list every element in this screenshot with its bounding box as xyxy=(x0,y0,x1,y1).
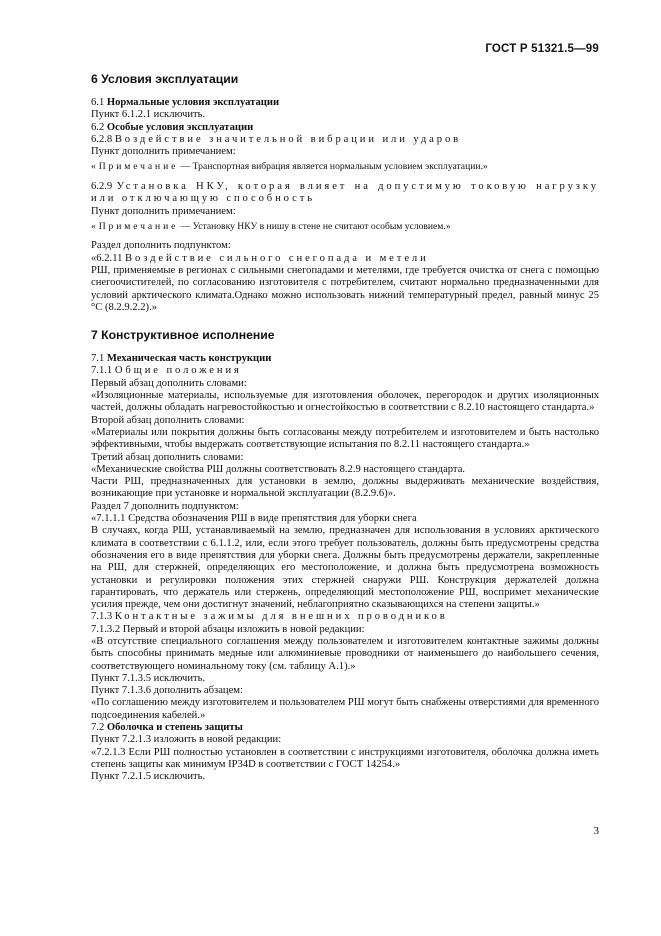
clause-6-2-8: 6.2.8 Воздействие значительной вибрации или ударов xyxy=(91,133,462,145)
second-paragraph-instruction: Второй абзац дополнить словами: xyxy=(91,414,245,426)
clause-6-1-2-1: Пункт 6.1.2.1 исключить. xyxy=(91,109,206,121)
clause-7-1-3-6-text: «По соглашению между изготовителем и пользователем РШ могут быть снабжены отверстиями для временного подсоединения кабелей.» xyxy=(91,697,599,721)
clause-7-1: 7.1 Механическая часть конструкции xyxy=(91,353,272,365)
page-number: 3 xyxy=(593,825,599,837)
clause-6-2: 6.2 Особые условия эксплуатации xyxy=(91,121,254,133)
clause-7-2-1-3-instruction: Пункт 7.2.1.3 изложить в новой редакции: xyxy=(91,734,282,746)
clause-7-1-3-2-text: «В отсутствие специального соглашения между пользователем и изготовителем контактные зажимы должны быть способны принимать медные или алюминиевые проводники от наименьшего до наибольшего сечения, соответствующего номинальному току (см. таблицу А.1).» xyxy=(91,635,599,672)
first-paragraph-instruction: Первый абзац дополнить словами: xyxy=(91,377,247,389)
add-note-instruction-1: Пункт дополнить примечанием: xyxy=(91,146,236,158)
note-1: «Примечание — Транспортная вибрация является нормальным условием эксплуатации.» xyxy=(91,161,488,173)
clause-7-1-3-5: Пункт 7.1.3.5 исключить. xyxy=(91,672,206,684)
section-7-heading: 7 Конструктивное исполнение xyxy=(91,328,275,343)
third-paragraph-text-2: Части РШ, предназначенных для установки в землю, должны выдерживать механические воздействия, возникающие при установке и нормальной эксплуатации (8.2.9.6)». xyxy=(91,476,599,500)
clause-7-2-1-3-text: «7.2.1.3 Если РШ полностью установлен в соответствии с инструкциями изготовителя, оболочка должна иметь степень защиты как минимум IP34D в соответствии с ГОСТ 14254.» xyxy=(91,746,599,770)
clause-7-2-1-5: Пункт 7.2.1.5 исключить. xyxy=(91,771,206,783)
add-note-instruction-2: Пункт дополнить примечанием: xyxy=(91,205,236,217)
clause-6-2-9: 6.2.9 Установка НКУ, которая влияет на допустимую токовую нагрузку или отключающую способность xyxy=(91,180,599,205)
clause-7-1-1-1-text: В случаях, когда РШ, устанавливаемый на землю, предназначен для использования в условиях арктического климата в соответствии с 6.1.1.2, или, если этого требует пользователь, должны быть предусмотрены средства обозначения его в виде препятствия для уборки снега. Должны быть предусмотрены держатели, закрепленные на РШ, для стержней, определяющих его местоположение, и должна быть предусмотрена возможность установки и регулировки положения этих стержней снаружи РШ. Конструкция держателей должна гарантировать, что держатель или стержень, определяющий местоположение РШ, воспримет механические усилия прежде, чем они достигнут значений, неблагоприятно сказывающихся на степени защиты.» xyxy=(91,525,599,611)
clause-6-2-11-text: РШ, применяемые в регионах с сильными снегопадами и метелями, где требуется очистка от снега с помощью снегоочистителей, по согласованию изготовителя с потребителем, считают нормально предназначенными для условий арктического климата.Однако можно использовать нижний температурный предел, равный минус 25 °С (8.2.9.2.2).» xyxy=(91,264,599,313)
clause-7-1-3-6: Пункт 7.1.3.6 дополнить абзацем: xyxy=(91,685,243,697)
note-2: «Примечание — Установку НКУ в нишу в стене не считают особым условием.» xyxy=(91,220,451,232)
clause-7-1-1-1: «7.1.1.1 Средства обозначения РШ в виде препятствия для уборки снега xyxy=(91,513,417,525)
third-paragraph-instruction: Третий абзац дополнить словами: xyxy=(91,451,244,463)
section-6-heading: 6 Условия эксплуатации xyxy=(91,72,239,86)
document-id-header: ГОСТ Р 51321.5—99 xyxy=(485,43,599,55)
add-subclause-7-instruction: Раздел 7 дополнить подпунктом: xyxy=(91,500,239,512)
clause-7-1-3: 7.1.3 Контактные зажимы для внешних проводников xyxy=(91,611,448,623)
clause-7-1-3-2: 7.1.3.2 Первый и второй абзацы изложить в новой редакции: xyxy=(91,623,365,635)
page-content xyxy=(91,66,599,784)
clause-6-2-11: «6.2.11 Воздействие сильного снегопада и метели xyxy=(91,252,429,264)
third-paragraph-text-1: «Механические свойства РШ должны соответствовать 8.2.9 настоящего стандарта. xyxy=(91,463,466,475)
clause-7-1-1: 7.1.1 Общие положения xyxy=(91,365,242,377)
second-paragraph-text: «Материалы или покрытия должны быть согласованы между потребителем и изготовителем и быть настолько эффективными, чтобы выдержать соответствующие испытания по 8.2.11 настоящего стандарта.» xyxy=(91,426,599,451)
clause-7-2: 7.2 Оболочка и степень защиты xyxy=(91,722,243,734)
first-paragraph-text: «Изоляционные материалы, используемые для изготовления оболочек, перегородок и других изоляционных частей, должны обладать нагревостойкостью и огнестойкостью в соответствии с 8.2.10 настоящего стандарта.» xyxy=(91,390,599,414)
clause-6-1: 6.1 Нормальные условия эксплуатации xyxy=(91,97,280,108)
add-subclause-instruction: Раздел дополнить подпунктом: xyxy=(91,240,231,252)
